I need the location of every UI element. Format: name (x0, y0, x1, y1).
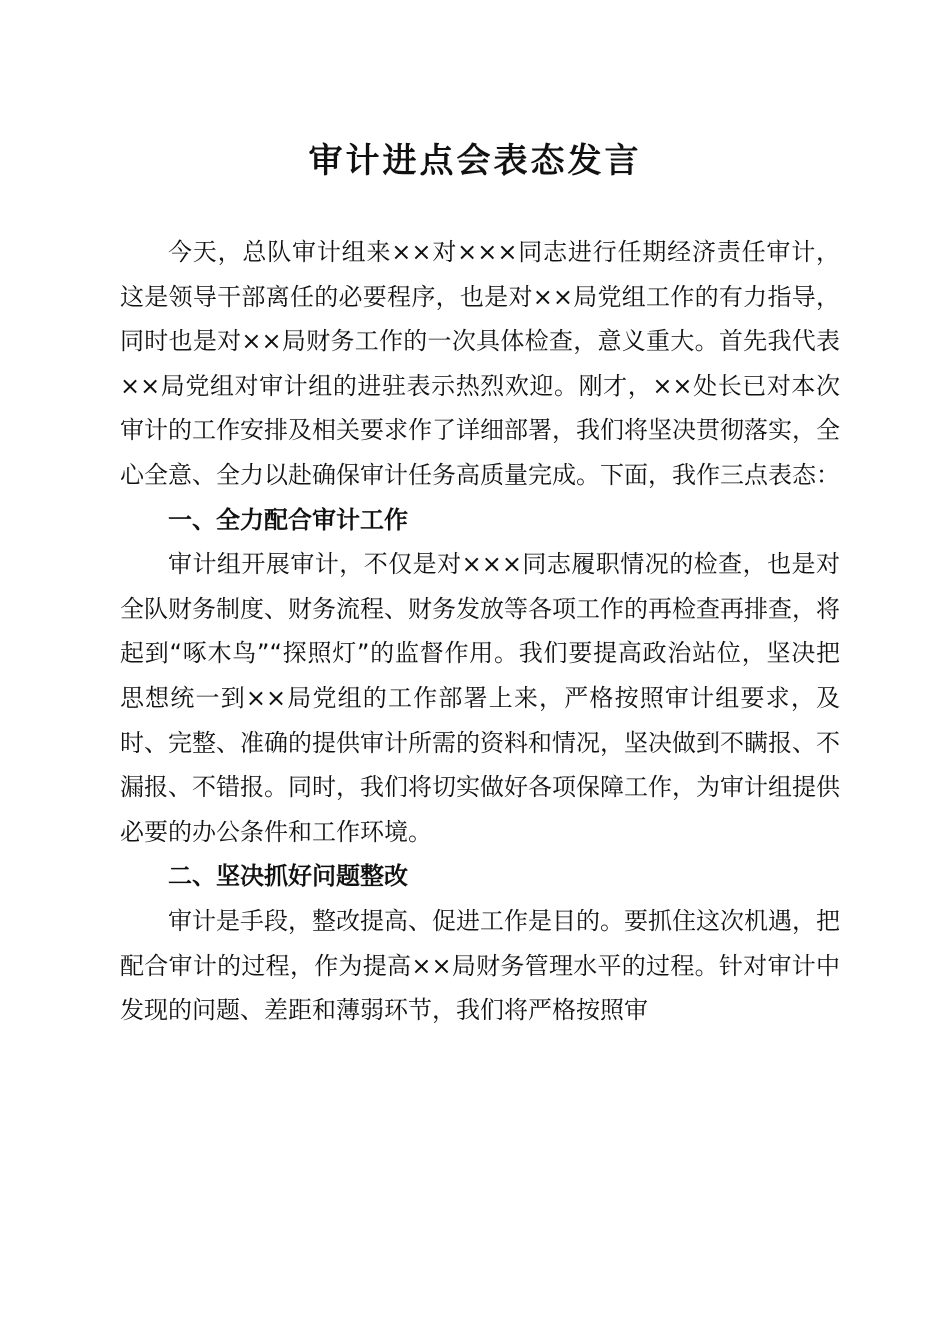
document-title: 审计进点会表态发言 (308, 141, 642, 181)
section-1-heading: 一、全力配合审计工作 (168, 505, 408, 534)
section-2-heading: 二、坚决抓好问题整改 (168, 862, 408, 891)
section-1-paragraph: 审计组开展审计，不仅是对×××同志履职情况的检查，也是对全队财务制度、财务流程、财务发放等各项工作的再检查再排查，将起到“啄木鸟”“探照灯”的监督作用。我们要提高政治站位，坚决把思想统一到××局党组的工作部署上来，严格按照审计组要求，及时、完整、准确的提供审计所需的资料和情况，坚决做到不瞒报、不漏报、不错报。同时，我们将切实做好各项保障工作，为审计组提供必要的办公条件和工作环境。 (120, 550, 840, 846)
section-2-paragraph: 审计是手段，整改提高、促进工作是目的。要抓住这次机遇，把配合审计的过程，作为提高××局财务管理水平的过程。针对审计中发现的问题、差距和薄弱环节，我们将严格按照审 (120, 906, 840, 1025)
document-body (120, 230, 840, 1033)
intro-paragraph: 今天，总队审计组来××对×××同志进行任期经济责任审计，这是领导干部离任的必要程序，也是对××局党组工作的有力指导，同时也是对××局财务工作的一次具体检查，意义重大。首先我代表××局党组对审计组的进驻表示热烈欢迎。刚才，××处长已对本次审计的工作安排及相关要求作了详细部署，我们将坚决贯彻落实，全心全意、全力以赴确保审计任务高质量完成。下面，我作三点表态： (120, 238, 840, 489)
